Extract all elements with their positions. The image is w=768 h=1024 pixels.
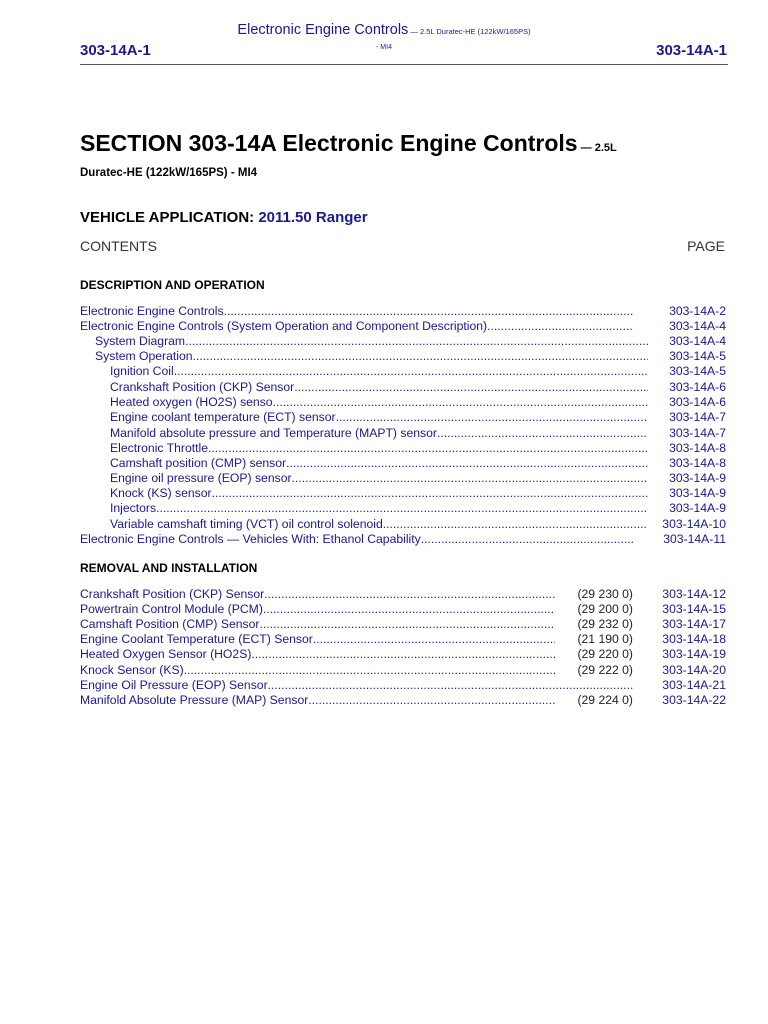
- toc-entry[interactable]: [80, 395, 726, 410]
- toc-entry-label: System Diagram: [95, 334, 186, 348]
- toc-entry[interactable]: [80, 501, 726, 516]
- toc-entry-label: System Operation: [95, 349, 193, 363]
- toc-leader: [268, 678, 634, 693]
- toc-entry[interactable]: [80, 486, 726, 501]
- toc-entry-page: 303-14A-17: [662, 617, 726, 631]
- toc-entry-label: Electronic Engine Controls — Vehicles With: Ethanol Capability: [80, 532, 421, 546]
- toc-leader: [184, 663, 555, 678]
- toc-leader: [174, 364, 648, 379]
- toc-entry-page: 303-14A-7: [669, 426, 726, 440]
- toc-leader: [292, 471, 648, 486]
- toc-entry-label: Heated Oxygen Sensor (HO2S): [80, 647, 252, 661]
- toc-entry[interactable]: [80, 617, 726, 632]
- toc-entry[interactable]: [80, 602, 726, 617]
- toc-entry[interactable]: [80, 410, 726, 425]
- toc-leader: [208, 441, 648, 456]
- toc-entry-page: 303-14A-5: [669, 349, 726, 363]
- toc-entry-code: (21 190 0): [577, 632, 633, 646]
- section-title-main: SECTION 303-14A Electronic Engine Controls: [80, 130, 578, 156]
- toc-entry-page: 303-14A-8: [669, 456, 726, 470]
- header-divider: [80, 64, 728, 65]
- toc-leader: [260, 617, 556, 632]
- toc-entry[interactable]: [80, 532, 726, 547]
- toc-entry-label: Electronic Throttle: [110, 441, 208, 455]
- toc-entry-label: Variable camshaft timing (VCT) oil control solenoid: [110, 517, 383, 531]
- toc-entry-page: 303-14A-4: [669, 319, 726, 333]
- toc-entry-label: Manifold Absolute Pressure (MAP) Sensor: [80, 693, 309, 707]
- page-label: PAGE: [687, 238, 725, 254]
- toc-leader: [185, 334, 648, 349]
- toc-entry-page: 303-14A-6: [669, 395, 726, 409]
- toc-leader: [263, 602, 555, 617]
- toc-leader: [487, 319, 634, 334]
- toc-entry-page: 303-14A-20: [662, 663, 726, 677]
- toc-entry-code: (29 222 0): [577, 663, 633, 677]
- toc-leader: [193, 349, 648, 364]
- toc-leader: [421, 532, 634, 547]
- toc-entry-page: 303-14A-22: [662, 693, 726, 707]
- toc-entry-label: Engine Oil Pressure (EOP) Sensor: [80, 678, 268, 692]
- toc-entry-page: 303-14A-19: [662, 647, 726, 661]
- toc-entry-label: Electronic Engine Controls (System Operation and Component Description): [80, 319, 488, 333]
- toc-entry[interactable]: [80, 319, 726, 334]
- toc-leader: [286, 456, 648, 471]
- toc-leader: [336, 410, 648, 425]
- toc-entry[interactable]: [80, 663, 726, 678]
- toc-entry-label: Ignition Coil: [110, 364, 174, 378]
- toc-entry-label: Camshaft Position (CMP) Sensor: [80, 617, 260, 631]
- toc-entry-page: 303-14A-12: [662, 587, 726, 601]
- toc-entry[interactable]: [80, 517, 726, 532]
- vehicle-application-label: VEHICLE APPLICATION:: [80, 209, 259, 226]
- toc-entry-page: 303-14A-9: [669, 471, 726, 485]
- toc-entry[interactable]: [80, 426, 726, 441]
- toc-entry-label: Powertrain Control Module (PCM): [80, 602, 263, 616]
- toc-entry[interactable]: [80, 693, 726, 708]
- section-title: [80, 130, 617, 157]
- toc-entry[interactable]: [80, 471, 726, 486]
- toc-entry-page: 303-14A-5: [669, 364, 726, 378]
- toc-entry[interactable]: [80, 334, 726, 349]
- header-page-left: 303-14A-1: [80, 42, 151, 59]
- toc-entry-page: 303-14A-4: [669, 334, 726, 348]
- toc-leader: [251, 647, 555, 662]
- toc-entry-page: 303-14A-9: [669, 486, 726, 500]
- toc-entry[interactable]: [80, 456, 726, 471]
- toc-entry-label: Engine Coolant Temperature (ECT) Sensor: [80, 632, 313, 646]
- toc-entry-page: 303-14A-15: [662, 602, 726, 616]
- toc-entry-code: (29 220 0): [577, 647, 633, 661]
- toc-entry-page: 303-14A-8: [669, 441, 726, 455]
- toc-entry-label: Knock Sensor (KS): [80, 663, 184, 677]
- toc-entry[interactable]: [80, 380, 726, 395]
- toc-entry[interactable]: [80, 304, 726, 319]
- toc-entry-label: Electronic Engine Controls: [80, 304, 224, 318]
- section-title-small: — 2.5L: [577, 142, 617, 154]
- toc-entry-label: Manifold absolute pressure and Temperature (MAPT) sensor: [110, 426, 437, 440]
- toc-leader: [212, 486, 648, 501]
- toc-entry-label: Crankshaft Position (CKP) Sensor: [110, 380, 295, 394]
- toc-entry-code: (29 232 0): [577, 617, 633, 631]
- header-title-small: — 2.5L Duratec-HE (122kW/165PS): [408, 27, 531, 36]
- toc-leader: [224, 304, 634, 319]
- toc-leader: [273, 395, 648, 410]
- toc-entry[interactable]: [80, 587, 726, 602]
- toc-entry-page: 303-14A-11: [663, 532, 726, 546]
- toc-entry[interactable]: [80, 632, 726, 647]
- toc-entry-code: (29 230 0): [577, 587, 633, 601]
- toc-entry[interactable]: [80, 647, 726, 662]
- toc-entry[interactable]: [80, 678, 726, 693]
- toc-entry-page: 303-14A-6: [669, 380, 726, 394]
- section-subtitle: Duratec-HE (122kW/165PS) - MI4: [80, 167, 258, 179]
- toc-entry-page: 303-14A-9: [669, 501, 726, 515]
- toc-entry[interactable]: [80, 364, 726, 379]
- toc-entry-code: (29 224 0): [577, 693, 633, 707]
- toc-entry-page: 303-14A-21: [662, 678, 726, 692]
- toc-entry-page: 303-14A-18: [662, 632, 726, 646]
- running-header-title: [0, 22, 768, 38]
- toc-entry-label: Crankshaft Position (CKP) Sensor: [80, 587, 265, 601]
- toc-entry[interactable]: [80, 441, 726, 456]
- toc-entry-label: Heated oxygen (HO2S) senso: [110, 395, 273, 409]
- toc-entry-page: 303-14A-7: [669, 410, 726, 424]
- toc-leader: [264, 587, 555, 602]
- vehicle-application: [80, 209, 368, 226]
- description-heading: DESCRIPTION AND OPERATION: [80, 278, 265, 292]
- toc-leader: [156, 501, 648, 516]
- toc-leader: [308, 693, 555, 708]
- toc-leader: [437, 426, 648, 441]
- toc-entry-label: Knock (KS) sensor: [110, 486, 212, 500]
- toc-entry-page: 303-14A-10: [662, 517, 726, 531]
- contents-label: CONTENTS: [80, 238, 157, 254]
- toc-leader: [294, 380, 648, 395]
- vehicle-application-value: 2011.50 Ranger: [258, 209, 368, 226]
- removal-heading: REMOVAL AND INSTALLATION: [80, 561, 258, 575]
- toc-entry-code: (29 200 0): [577, 602, 633, 616]
- toc-entry[interactable]: [80, 349, 726, 364]
- toc-entry-label: Engine oil pressure (EOP) sensor: [110, 471, 292, 485]
- toc-entry-page: 303-14A-2: [669, 304, 726, 318]
- header-title-main: Electronic Engine Controls: [237, 22, 409, 38]
- header-page-right: 303-14A-1: [656, 42, 727, 59]
- toc-entry-label: Engine coolant temperature (ECT) sensor: [110, 410, 336, 424]
- toc-leader: [313, 632, 555, 647]
- toc-entry-label: Injectors: [110, 501, 157, 515]
- toc-entry-label: Camshaft position (CMP) sensor: [110, 456, 287, 470]
- toc-leader: [383, 517, 648, 532]
- header-subtitle: - MI4: [376, 44, 392, 51]
